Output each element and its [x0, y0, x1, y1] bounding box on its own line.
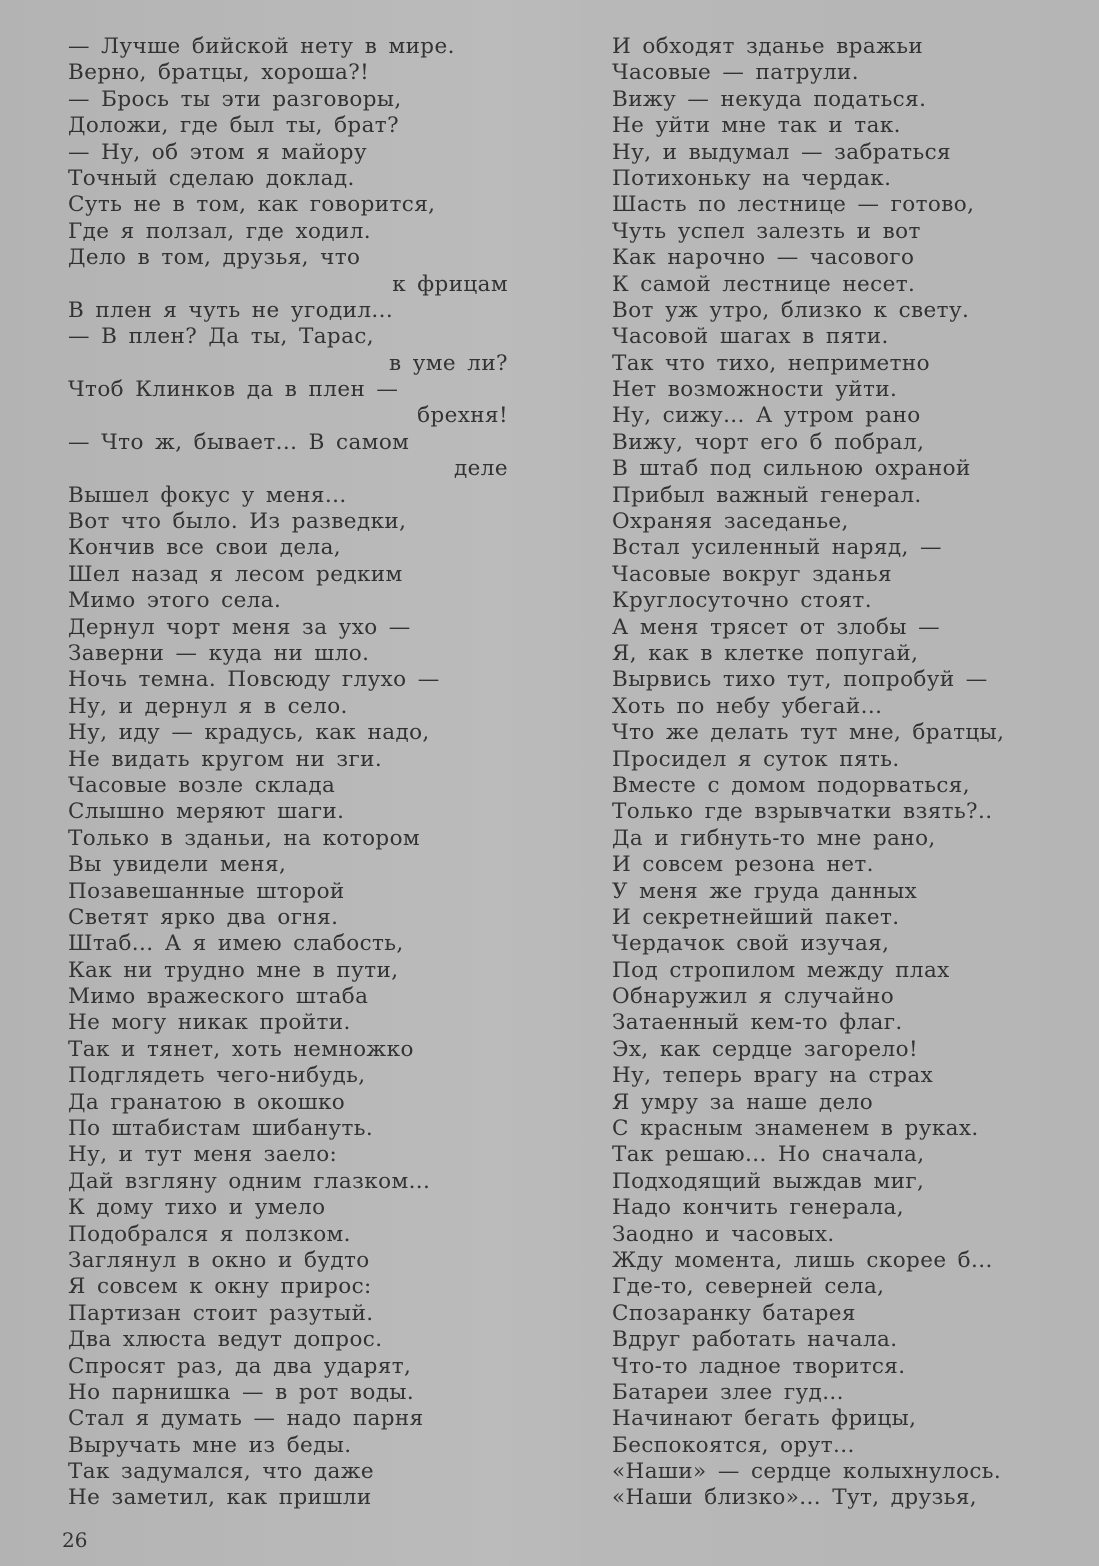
poem-line: Но парнишка — в рот воды.	[68, 1379, 415, 1405]
poem-line: Вот что было. Из разведки,	[68, 509, 407, 535]
poem-line: К дому тихо и умело	[68, 1195, 326, 1221]
poem-line: Где я ползал, где ходил.	[68, 218, 372, 244]
poem-line: Эх, как сердце загорело!	[612, 1036, 919, 1062]
poem-line: Верно, братцы, хороша?!	[68, 60, 370, 86]
poem-line: Ну, и дернул я в село.	[68, 693, 348, 719]
poem-line: Вот уж утро, близко к свету.	[612, 297, 970, 323]
poem-line: Спозаранку батарея	[612, 1300, 856, 1326]
poem-line: Круглосуточно стоят.	[612, 588, 872, 614]
poem-line: Ночь темна. Повсюду глухо —	[68, 667, 440, 693]
poem-line: Партизан стоит разутый.	[68, 1300, 374, 1326]
left-poem-column	[68, 34, 508, 1512]
poem-line: Только где взрывчатки взять?..	[612, 799, 993, 825]
poem-line: И совсем резона нет.	[612, 852, 874, 878]
poem-line: Позавешанные шторой	[68, 878, 345, 904]
poem-line: Дай взгляну одним глазком...	[68, 1168, 431, 1194]
poem-line: Охраняя заседанье,	[612, 509, 849, 535]
poem-line: С красным знаменем в руках.	[612, 1116, 979, 1142]
poem-line: Где-то, северней села,	[612, 1274, 885, 1300]
poem-line: Хоть по небу убегай...	[612, 693, 883, 719]
poem-line: Выручать мне из беды.	[68, 1432, 352, 1458]
poem-line: Шасть по лестнице — готово,	[612, 192, 975, 218]
poem-line: А меня трясет от злобы —	[612, 614, 940, 640]
poem-line: Светят ярко два огня.	[68, 904, 339, 930]
poem-line: Часовой шагах в пяти.	[612, 324, 889, 350]
poem-line: Только в зданьи, на котором	[68, 825, 421, 851]
poem-line: Я совсем к окну прирос:	[68, 1274, 372, 1300]
poem-line: деле	[454, 456, 508, 482]
poem-line: Потихоньку на чердак.	[612, 165, 892, 191]
poem-line: Вижу, чорт его б побрал,	[612, 429, 925, 455]
poem-line: к фрицам	[392, 271, 508, 297]
poem-line: Шел назад я лесом редким	[68, 561, 403, 587]
poem-line: Под стропилом между плах	[612, 957, 950, 983]
poem-line: — В плен? Да ты, Тарас,	[68, 324, 374, 350]
poem-line: Ну, и выдумал — забраться	[612, 139, 951, 165]
poem-line: Не могу никак пройти.	[68, 1010, 351, 1036]
poem-line: — Что ж, бывает... В самом	[68, 429, 410, 455]
poem-line: Я умру за наше дело	[612, 1089, 874, 1115]
poem-line: Жду момента, лишь скорее б...	[612, 1247, 993, 1273]
poem-line: Вместе с домом подорваться,	[612, 772, 971, 798]
poem-line: Вырвись тихо тут, попробуй —	[612, 667, 988, 693]
poem-line: Чердачок свой изучая,	[612, 931, 890, 957]
poem-line: Вы увидели меня,	[68, 852, 287, 878]
poem-line: Да и гибнуть-то мне рано,	[612, 825, 936, 851]
poem-line: Беспокоятся, орут...	[612, 1432, 855, 1458]
poem-line: Так и тянет, хоть немножко	[68, 1036, 414, 1062]
poem-line: Штаб... А я имею слабость,	[68, 931, 404, 957]
poem-line: Не заметил, как пришли	[68, 1485, 372, 1511]
poem-line: Вижу — некуда податься.	[612, 86, 927, 112]
poem-line: Батареи злее гуд...	[612, 1379, 844, 1405]
poem-line: Как нарочно — часового	[612, 245, 915, 271]
poem-line: Не видать кругом ни зги.	[68, 746, 383, 772]
poem-line: Мимо этого села.	[68, 588, 282, 614]
poem-line: Затаенный кем-то флаг.	[612, 1010, 903, 1036]
poem-line: К самой лестнице несет.	[612, 271, 916, 297]
poem-line: В штаб под сильною охраной	[612, 456, 971, 482]
poem-line: Надо кончить генерала,	[612, 1195, 905, 1221]
poem-line: Вдруг работать начала.	[612, 1327, 898, 1353]
poem-line: Да гранатою в окошко	[68, 1089, 346, 1115]
poem-line: «Наши» — сердце колыхнулось.	[612, 1459, 1002, 1485]
poem-line: Не уйти мне так и так.	[612, 113, 901, 139]
poem-line: Часовые возле склада	[68, 772, 336, 798]
poem-line: — Лучше бийской нету в мире.	[68, 34, 455, 59]
poem-line: Подходящий выждав миг,	[612, 1168, 925, 1194]
poem-line: — Брось ты эти разговоры,	[68, 86, 402, 112]
poem-line: Что-то ладное творится.	[612, 1353, 906, 1379]
poem-line: И обходят зданье вражьи	[612, 34, 924, 59]
poem-line: Чуть успел залезть и вот	[612, 218, 921, 244]
right-poem-column	[612, 34, 1042, 1512]
poem-line: Ну, и тут меня заело:	[68, 1142, 338, 1168]
poem-line: брехня!	[417, 403, 508, 429]
poem-line: Заодно и часовых.	[612, 1221, 835, 1247]
poem-line: Заверни — куда ни шло.	[68, 640, 370, 666]
poem-line: Нет возможности уйти.	[612, 377, 898, 403]
poem-line: Что же делать тут мне, братцы,	[612, 720, 1005, 746]
poem-line: Просидел я суток пять.	[612, 746, 900, 772]
poem-line: Подглядеть чего-нибудь,	[68, 1063, 366, 1089]
poem-line: Мимо вражеского штаба	[68, 984, 369, 1010]
page-number: 26	[62, 1528, 88, 1552]
poem-line: Так что тихо, неприметно	[612, 350, 930, 376]
poem-line: Начинают бегать фрицы,	[612, 1406, 917, 1432]
poem-line: Как ни трудно мне в пути,	[68, 957, 399, 983]
poem-line: Ну, теперь врагу на страх	[612, 1063, 934, 1089]
poem-line: Вышел фокус у меня...	[68, 482, 347, 508]
poem-line: У меня же груда данных	[612, 878, 918, 904]
poem-line: Ну, иду — крадусь, как надо,	[68, 720, 430, 746]
poem-line: Часовые вокруг зданья	[612, 561, 892, 587]
poem-line: Дело в том, друзья, что	[68, 245, 361, 271]
poem-line: — Ну, об этом я майору	[68, 139, 367, 165]
poem-line: Кончив все свои дела,	[68, 535, 342, 561]
poem-line: Ну, сижу... А утром рано	[612, 403, 921, 429]
poem-line: Слышно меряют шаги.	[68, 799, 345, 825]
poem-line: Точный сделаю доклад.	[68, 165, 355, 191]
poem-line: Спросят раз, да два ударят,	[68, 1353, 412, 1379]
poem-line: Стал я думать — надо парня	[68, 1406, 424, 1432]
poem-line: Я, как в клетке попугай,	[612, 640, 919, 666]
poem-line: И секретнейший пакет.	[612, 904, 900, 930]
poem-line: Встал усиленный наряд, —	[612, 535, 942, 561]
poem-line: Два хлюста ведут допрос.	[68, 1327, 383, 1353]
poem-line: Прибыл важный генерал.	[612, 482, 922, 508]
poem-line: Суть не в том, как говорится,	[68, 192, 436, 218]
poem-line: Подобрался я ползком.	[68, 1221, 351, 1247]
poem-line: Обнаружил я случайно	[612, 984, 895, 1010]
poem-line: в уме ли?	[389, 350, 508, 376]
poem-line: Часовые — патрули.	[612, 60, 860, 86]
poem-line: В плен я чуть не угодил...	[68, 297, 394, 323]
poem-line: Доложи, где был ты, брат?	[68, 113, 400, 139]
poem-line: Заглянул в окно и будто	[68, 1247, 370, 1273]
poem-line: Дернул чорт меня за ухо —	[68, 614, 411, 640]
poem-line: Чтоб Клинков да в плен —	[68, 377, 399, 403]
poem-line: По штабистам шибануть.	[68, 1116, 374, 1142]
poem-line: Так задумался, что даже	[68, 1459, 374, 1485]
poem-line: Так решаю... Но сначала,	[612, 1142, 925, 1168]
poem-line: «Наши близко»... Тут, друзья,	[612, 1485, 978, 1511]
